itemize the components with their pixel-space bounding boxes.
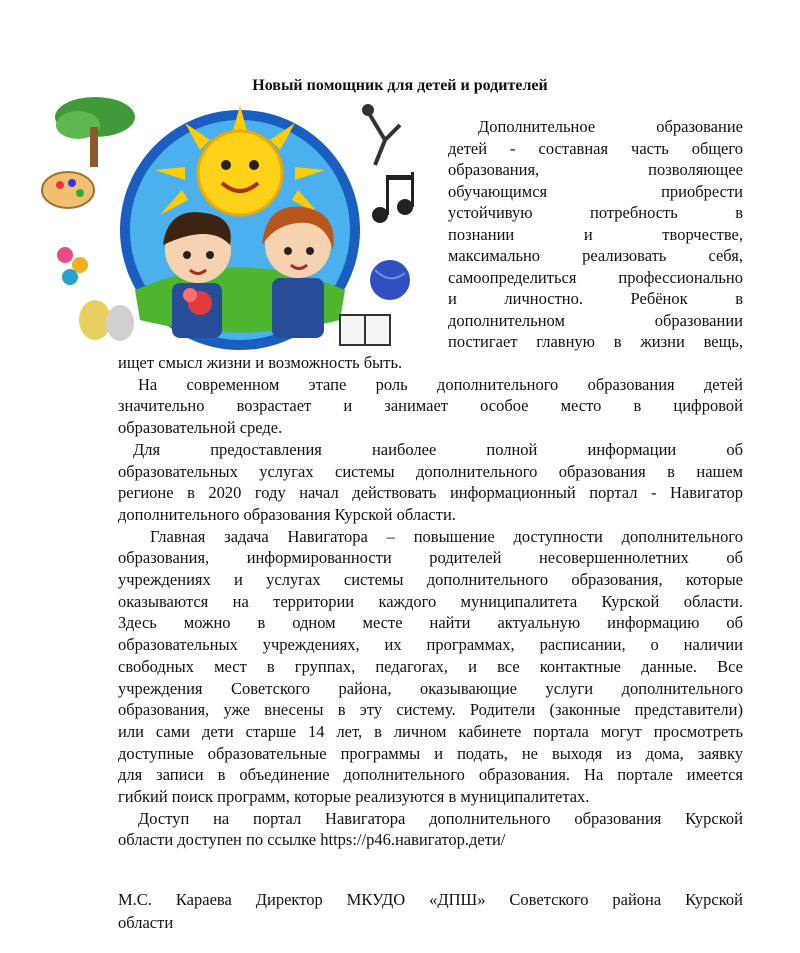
paragraph-2-line: значительно возрастает и занимает особое место в цифровой (118, 396, 743, 416)
children-sun-illustration-icon (40, 95, 445, 350)
paragraph-4-line: гибкий поиск программ, которые реализуются в муниципалитетах. (118, 787, 590, 807)
intro-line: самоопределиться профессионально (448, 267, 743, 287)
paragraph-4-line: образования, уже внесены в эту систему. Родители (законные представители) (118, 700, 743, 720)
intro-line: дополнительном образовании (448, 310, 743, 330)
paragraph-4-line: образования, информированности родителей несовершеннолетних об (118, 548, 743, 568)
paragraph-3-line: Для предоставления наиболее полной информации об (133, 439, 743, 459)
intro-line: обучающимся приобрести (448, 181, 743, 201)
paragraph-5-line: области доступен по ссылке https://р46.навигатор.дети/ (118, 830, 506, 850)
paragraph-3-line: образовательных услугах системы дополнительного образования в нашем (118, 461, 743, 481)
paragraph-4-line: доступные образовательные программы и подать, не выходя из дома, заявку (118, 743, 743, 763)
paragraph-4-line: свободных мест в группах, педагогах, и все контактные данные. Все (118, 656, 743, 676)
intro-line: образования, позволяющее (448, 160, 743, 179)
paragraph-4-line: образовательных учреждениях, их программах, расписании, о наличии (118, 635, 743, 655)
paragraph-4-line: для записи в объединение дополнительного образования. На портале имеется (118, 765, 743, 785)
signature-line: области (118, 913, 174, 932)
paragraph-4-line: учреждения Советского района, оказывающие услуги дополнительного (118, 678, 743, 698)
intro-line: и личностно. Ребёнок в (448, 289, 743, 308)
intro-line: устойчивую потребность в (448, 203, 743, 222)
paragraph-4-line: Здесь можно в одном месте найти актуальную информацию об (118, 613, 743, 633)
signature-line: М.С. Караева Директор МКУДО «ДПШ» Советского района Курской (118, 890, 743, 909)
paragraph-3-line: дополнительного образования Курской области. (118, 504, 456, 524)
signature (118, 888, 743, 934)
paragraph-4-line: учреждениях и услугах системы дополнительного образования, которые (118, 570, 743, 590)
article-body (118, 352, 743, 851)
intro-line: познании и творчестве, (448, 224, 743, 244)
intro-line: максимально реализовать себя, (448, 246, 743, 265)
paragraph-3-line: регионе в 2020 году начал действовать информационный портал - Навигатор (118, 483, 743, 503)
intro-line: постигает главную в жизни вещь, (448, 332, 743, 351)
paragraph-2-line: образовательной среде. (118, 418, 283, 438)
paragraph-4-line: или сами дети старше 14 лет, в личном кабинете портала могут просмотреть (118, 721, 743, 741)
paragraph-5-line: Доступ на портал Навигатора дополнительного образования Курской (138, 808, 743, 828)
paragraph-1-end: ищет смысл жизни и возможность быть. (118, 353, 403, 372)
paragraph-4-line: оказываются на территории каждого муниципалитета Курской области. (118, 591, 743, 611)
paragraph-2-line: На современном этапе роль дополнительного образования детей (138, 374, 743, 394)
intro-line: Дополнительное образование (478, 117, 743, 136)
page-title: Новый помощник для детей и родителей (252, 77, 548, 94)
intro-line: детей - составная часть общего (448, 138, 743, 158)
paragraph-4-line: Главная задача Навигатора – повышение доступности дополнительного (150, 526, 743, 546)
intro-text-column (448, 116, 743, 353)
